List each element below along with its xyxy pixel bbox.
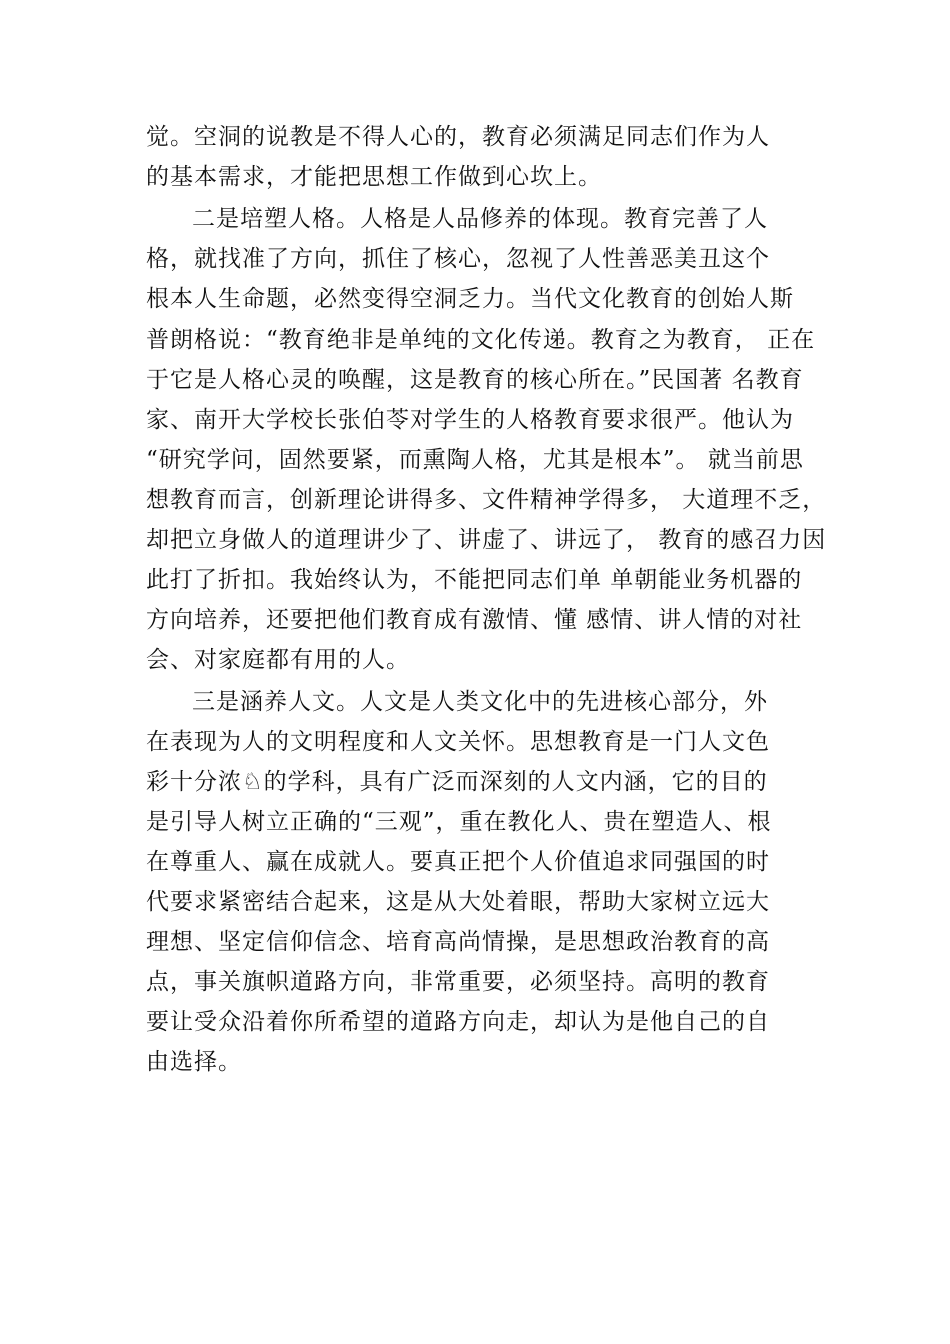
text-line-14: 会、对家庭都有用的人。 bbox=[146, 647, 410, 673]
text-line-18: 是引导人树立正确的“三观”，重在教化人、贵在塑造人、根 bbox=[146, 809, 772, 835]
text-line-20: 代要求紧密结合起来，这是从大处着眼，帮助大家树立远大 bbox=[146, 889, 770, 915]
text-line-11: 却把立身做人的道理讲少了、讲虚了、讲远了， 教育的感召力因 bbox=[146, 527, 827, 553]
text-line-8: 家、南开大学校长张伯苓对学生的人格教育要求很严。他认为 bbox=[146, 407, 794, 433]
text-line-16: 在表现为人的文明程度和人文关怀。思想教育是一门人文色 bbox=[146, 729, 770, 755]
text-line-5: 根本人生命题，必然变得空洞乏力。当代文化教育的创始人斯 bbox=[146, 286, 794, 312]
text-line-21: 理想、坚定信仰信念、培育高尚情操，是思想政治教育的高 bbox=[146, 929, 770, 955]
text-line-23: 要让受众沿着你所希望的道路方向走，却认为是他自己的自 bbox=[146, 1009, 770, 1035]
text-line-13: 方向培养，还要把他们教育成有激情、懂 感情、讲人情的对社 bbox=[146, 607, 803, 633]
text-line-24: 由选择。 bbox=[146, 1049, 242, 1075]
text-line-19: 在尊重人、赢在成就人。要真正把个人价值追求同强国的时 bbox=[146, 849, 770, 875]
text-line-4: 格，就找准了方向，抓住了核心，忽视了人性善恶美丑这个 bbox=[146, 246, 770, 272]
text-line-22: 点，事关旗帜道路方向，非常重要，必须坚持。高明的教育 bbox=[146, 969, 770, 995]
text-line-12: 此打了折扣。我始终认为，不能把同志们单 单朝能业务机器的 bbox=[146, 567, 803, 593]
text-line-10: 想教育而言，创新理论讲得多、文件精神学得多， 大道理不乏， bbox=[146, 487, 827, 513]
text-line-3: 二是培塑人格。人格是人品修养的体现。教育完善了人 bbox=[192, 206, 768, 232]
text-line-1: 觉。空洞的说教是不得人心的，教育必须满足同志们作为人 bbox=[146, 124, 770, 150]
text-line-2: 的基本需求，才能把思想工作做到心坎上。 bbox=[146, 164, 602, 190]
text-line-15: 三是涵养人文。人文是人类文化中的先进核心部分，外 bbox=[192, 689, 768, 715]
text-line-7: 于它是人格心灵的唤醒，这是教育的核心所在。”民国著 名教育 bbox=[146, 367, 804, 393]
text-line-17: 彩十分浓♘的学科，具有广泛而深刻的人文内涵，它的目的 bbox=[146, 769, 768, 795]
text-line-6: 普朗格说：“教育绝非是单纯的文化传递。教育之为教育， 正在 bbox=[146, 327, 816, 353]
text-line-9: “研究学问，固然要紧，而熏陶人格，尤其是根本”。 就当前思 bbox=[146, 447, 804, 473]
